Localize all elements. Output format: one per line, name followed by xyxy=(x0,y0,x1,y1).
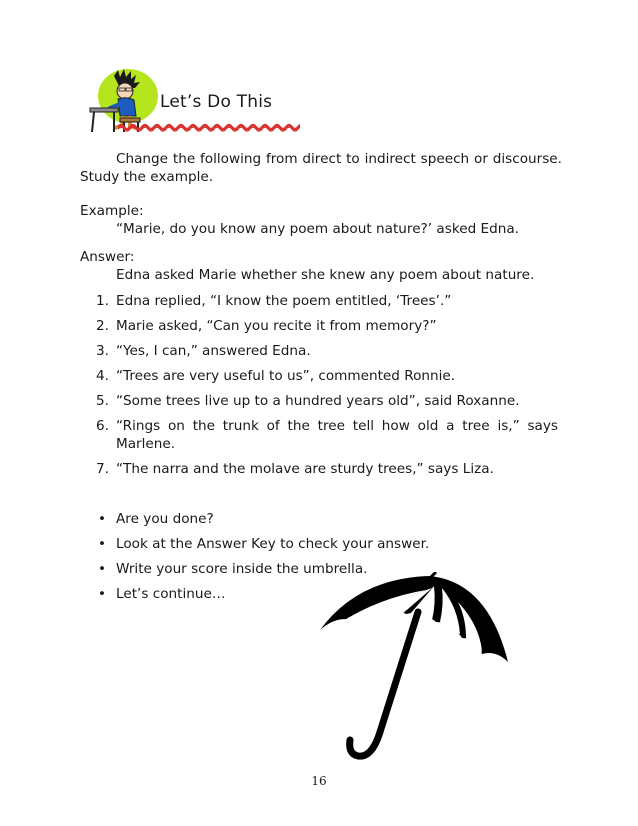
umbrella-icon xyxy=(318,572,514,768)
example-sentence: “Marie, do you know any poem about nature?’ asked Edna. xyxy=(116,221,520,237)
instructions-paragraph xyxy=(80,150,562,186)
exercise-item: 3. “Yes, I can,” answered Edna. xyxy=(96,343,311,359)
section-title: Let’s Do This xyxy=(160,92,273,112)
exercise-item: 6. “Rings on the trunk of the tree tell how old a tree is,” says Marlene. xyxy=(96,418,558,452)
exercise-item: 2. Marie asked, “Can you recite it from memory?” xyxy=(96,318,437,334)
exercise-list xyxy=(96,292,558,485)
exercise-item: 4. “Trees are very useful to us”, commented Ronnie. xyxy=(96,368,456,384)
reminder-item: • Write your score inside the umbrella. xyxy=(98,561,368,577)
decorative-squiggle-divider xyxy=(118,122,300,132)
instructions-text: Change the following from direct to indirect speech or discourse. Study the example. xyxy=(80,151,562,185)
exercise-item: 5. “Some trees live up to a hundred years old”, said Roxanne. xyxy=(96,393,520,409)
example-label: Example: xyxy=(80,203,144,219)
page-number: 16 xyxy=(311,774,327,788)
reminder-item: • Let’s continue… xyxy=(98,586,226,602)
reminder-item: • Are you done? xyxy=(98,511,214,527)
exercise-item: 7. “The narra and the molave are sturdy trees,” says Liza. xyxy=(96,461,494,477)
answer-label: Answer: xyxy=(80,249,135,265)
exercise-item: 1. Edna replied, “I know the poem entitled, ‘Trees’.” xyxy=(96,293,452,309)
answer-sentence: Edna asked Marie whether she knew any poem about nature. xyxy=(116,267,535,283)
reminder-item: • Look at the Answer Key to check your answer. xyxy=(98,536,430,552)
